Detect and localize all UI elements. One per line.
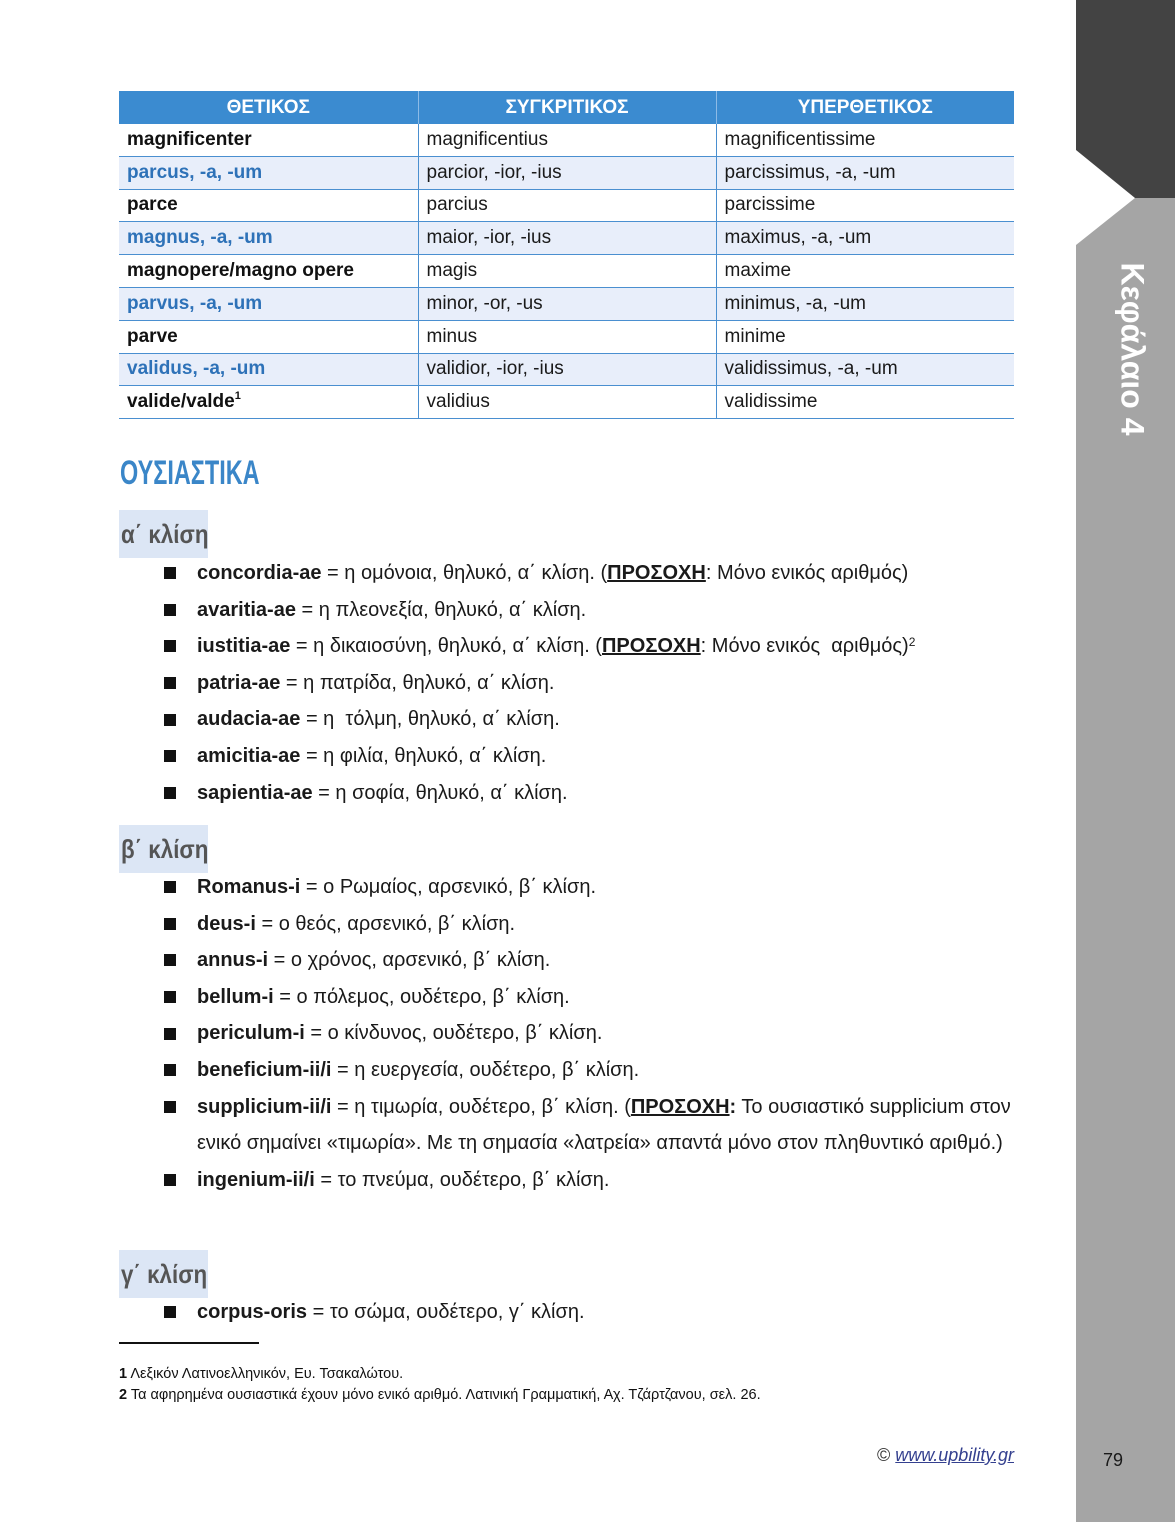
positive-form: parce: [127, 194, 178, 216]
square-bullet-icon: [164, 991, 176, 1003]
definition-text: = το πνεύμα, ουδέτερο, β΄ κλίση.: [314, 1168, 610, 1191]
positive-cell: [119, 156, 418, 189]
list-item: [119, 979, 1037, 1016]
page-number: 79: [1102, 1450, 1124, 1470]
definition-text: = το σώμα, ουδέτερο, γ΄ κλίση.: [307, 1301, 585, 1323]
comparative-cell: maior, -ior, -ius: [418, 222, 716, 255]
positive-cell: [119, 386, 418, 419]
list-item: [119, 1089, 1037, 1162]
square-bullet-icon: [164, 787, 176, 799]
comparative-cell: parcior, -ior, -ius: [418, 156, 716, 189]
footnote-number: 2: [119, 1387, 128, 1403]
definition-text: : Μόνο ενικός αριθμός): [705, 562, 909, 584]
column-header: ΥΠΕΡΘΕΤΙΚΟΣ: [716, 91, 1014, 124]
declension-heading-text: α΄ κλίση: [121, 519, 209, 549]
square-bullet-icon: [164, 750, 176, 762]
footnote-ref: 1: [234, 390, 241, 403]
footnote-text: Λεξικόν Λατινοελληνικόν, Ευ. Τσακαλώτου.: [130, 1366, 404, 1382]
term: bellum-i: [197, 985, 274, 1008]
superlative-cell: parcissime: [716, 189, 1014, 222]
term: Romanus-i: [197, 876, 301, 898]
chapter-sidebar: [1076, 0, 1175, 1522]
term: :: [729, 1095, 737, 1118]
term: sapientia-ae: [197, 781, 313, 804]
term: ingenium-ii/i: [197, 1168, 315, 1191]
comparative-cell: minus: [418, 320, 716, 353]
footnote-1: [119, 1364, 761, 1385]
comparative-cell: validius: [418, 386, 716, 419]
table-row: [119, 386, 1014, 419]
comparative-cell: minor, -or, -us: [418, 287, 716, 320]
definition-text: = η ομόνοια, θηλυκό, α΄ κλίση. (: [321, 562, 608, 584]
square-bullet-icon: [164, 1101, 176, 1113]
note-label: ΠΡΟΣΟΧΗ: [607, 562, 706, 584]
positive-cell: [119, 189, 418, 222]
sidebar-shapes: [1076, 0, 1175, 1522]
square-bullet-icon: [164, 567, 176, 579]
definition-text: = η δικαιοσύνη, θηλυκό, α΄ κλίση. (: [290, 635, 602, 658]
positive-cell: [119, 353, 418, 386]
superlative-cell: parcissimus, -a, -um: [716, 156, 1014, 189]
table-header-row: [119, 91, 1014, 124]
positive-cell: [119, 255, 418, 288]
table-row: [119, 222, 1014, 255]
term: audacia-ae: [197, 708, 301, 731]
term: patria-ae: [197, 671, 281, 694]
adverb-comparison-table: [119, 91, 1014, 419]
square-bullet-icon: [164, 918, 176, 930]
square-bullet-icon: [164, 1064, 176, 1076]
definition-text: = η σοφία, θηλυκό, α΄ κλίση.: [312, 781, 568, 804]
footnote-number: 1: [119, 1366, 128, 1382]
positive-form: parvus, -a, -um: [127, 292, 263, 314]
term: periculum-i: [197, 1022, 305, 1045]
comparative-cell: parcius: [418, 189, 716, 222]
table-row: [119, 189, 1014, 222]
list-item: [119, 701, 1037, 738]
square-bullet-icon: [164, 640, 176, 652]
definition-text: = ο κίνδυνος, ουδέτερο, β΄ κλίση.: [304, 1022, 603, 1045]
square-bullet-icon: [164, 1028, 176, 1040]
positive-form: valide/valde: [127, 391, 235, 413]
term: deus-i: [197, 912, 256, 935]
list-item: [119, 942, 1037, 979]
footnote-ref: 2: [908, 635, 916, 650]
square-bullet-icon: [164, 954, 176, 966]
positive-form: parve: [127, 325, 178, 347]
positive-form: magnopere/magno opere: [127, 260, 354, 282]
positive-cell: [119, 287, 418, 320]
term: iustitia-ae: [197, 635, 291, 658]
table-row: [119, 353, 1014, 386]
term: beneficium-ii/i: [197, 1058, 332, 1081]
footer-credit: [877, 1443, 1014, 1467]
list-item: [119, 869, 1037, 906]
declension-heading-text: γ΄ κλίση: [121, 1259, 208, 1289]
list-item: [119, 1162, 1037, 1199]
note-label: ΠΡΟΣΟΧΗ: [601, 635, 701, 658]
positive-cell: [119, 320, 418, 353]
copyright-symbol: ©: [877, 1445, 891, 1465]
positive-cell: [119, 124, 418, 156]
declension-b-list: [119, 869, 1037, 1198]
square-bullet-icon: [164, 881, 176, 893]
comparative-cell: magnificentius: [418, 124, 716, 156]
section-title: ΟΥΣΙΑΣΤΙΚΑ: [120, 454, 260, 492]
term: supplicium-ii/i: [197, 1095, 332, 1118]
footnotes: [119, 1364, 761, 1406]
footnote-divider: [119, 1342, 259, 1344]
list-item: [119, 1294, 1037, 1331]
declension-heading-a: [119, 510, 208, 558]
declension-heading-b: [119, 825, 208, 873]
definition-text: = η φιλία, θηλυκό, α΄ κλίση.: [300, 744, 547, 767]
definition-text: = η τόλμη, θηλυκό, α΄ κλίση.: [300, 708, 560, 731]
definition-text: = ο χρόνος, αρσενικό, β΄ κλίση.: [268, 949, 551, 972]
footnote-text: Τα αφηρημένα ουσιαστικά έχουν μόνο ενικό αριθμό. Λατινική Γραμματική, Αχ. Τζάρτζανου, σελ. 26.: [130, 1387, 761, 1403]
definition-text: = η πατρίδα, θηλυκό, α΄ κλίση.: [280, 671, 555, 694]
website-link[interactable]: www.upbility.gr: [895, 1445, 1014, 1465]
superlative-cell: maxime: [716, 255, 1014, 288]
list-item: [119, 906, 1037, 943]
superlative-cell: validissimus, -a, -um: [716, 353, 1014, 386]
chapter-label: Κεφάλαιο 4: [1114, 262, 1151, 436]
definition-text: : Μόνο ενικός αριθμός): [700, 635, 909, 658]
definition-text: = η πλεονεξία, θηλυκό, α΄ κλίση.: [295, 598, 587, 621]
table-row: [119, 156, 1014, 189]
column-header: ΣΥΓΚΡΙΤΙΚΟΣ: [418, 91, 716, 124]
list-item: [119, 1052, 1037, 1089]
term: annus-i: [197, 949, 269, 972]
table-row: [119, 320, 1014, 353]
term: corpus-oris: [197, 1301, 308, 1323]
list-item: [119, 555, 1037, 592]
declension-heading-c: [119, 1250, 208, 1298]
definition-text: Το ουσιαστικό supplicium στον ενικό σημαίνει «τιμωρία». Με τη σημασία «λατρεία» απαντά μόνο στον πληθυντικό αριθμό.): [197, 1095, 1017, 1155]
square-bullet-icon: [164, 677, 176, 689]
table-body: [119, 124, 1014, 419]
square-bullet-icon: [164, 1174, 176, 1186]
sidebar-dark-tab: [1076, 0, 1175, 198]
positive-form: validus, -a, -um: [127, 358, 266, 380]
positive-form: parcus, -a, -um: [127, 161, 263, 183]
list-item: [119, 738, 1037, 775]
list-item: [119, 628, 1037, 665]
list-item: [119, 665, 1037, 702]
superlative-cell: maximus, -a, -um: [716, 222, 1014, 255]
term: avaritia-ae: [197, 598, 296, 621]
list-item: [119, 1015, 1037, 1052]
square-bullet-icon: [164, 1306, 176, 1318]
list-item: [119, 592, 1037, 629]
declension-heading-text: β΄ κλίση: [121, 834, 209, 864]
table-row: [119, 124, 1014, 156]
superlative-cell: validissime: [716, 386, 1014, 419]
square-bullet-icon: [164, 714, 176, 726]
superlative-cell: minime: [716, 320, 1014, 353]
definition-text: = ο Ρωμαίος, αρσενικό, β΄ κλίση.: [300, 876, 596, 898]
positive-form: magnificenter: [127, 128, 252, 150]
definition-text: = ο πόλεμος, ουδέτερο, β΄ κλίση.: [273, 985, 570, 1008]
superlative-cell: magnificentissime: [716, 124, 1014, 156]
definition-text: = η ευεργεσία, ουδέτερο, β΄ κλίση.: [331, 1058, 640, 1081]
term: concordia-ae: [197, 562, 322, 584]
note-label: ΠΡΟΣΟΧΗ: [630, 1095, 730, 1118]
positive-cell: [119, 222, 418, 255]
footnote-2: [119, 1385, 761, 1406]
superlative-cell: minimus, -a, -um: [716, 287, 1014, 320]
table-row: [119, 255, 1014, 288]
square-bullet-icon: [164, 604, 176, 616]
positive-form: magnus, -a, -um: [127, 227, 273, 249]
table-row: [119, 287, 1014, 320]
comparative-cell: magis: [418, 255, 716, 288]
declension-a-list: [119, 555, 1037, 811]
comparative-cell: validior, -ior, -ius: [418, 353, 716, 386]
term: amicitia-ae: [197, 744, 301, 767]
column-header: ΘΕΤΙΚΟΣ: [119, 91, 418, 124]
definition-text: = η τιμωρία, ουδέτερο, β΄ κλίση. (: [331, 1095, 631, 1118]
list-item: [119, 775, 1037, 812]
declension-c-list: [119, 1294, 1037, 1331]
definition-text: = ο θεός, αρσενικό, β΄ κλίση.: [255, 912, 516, 935]
